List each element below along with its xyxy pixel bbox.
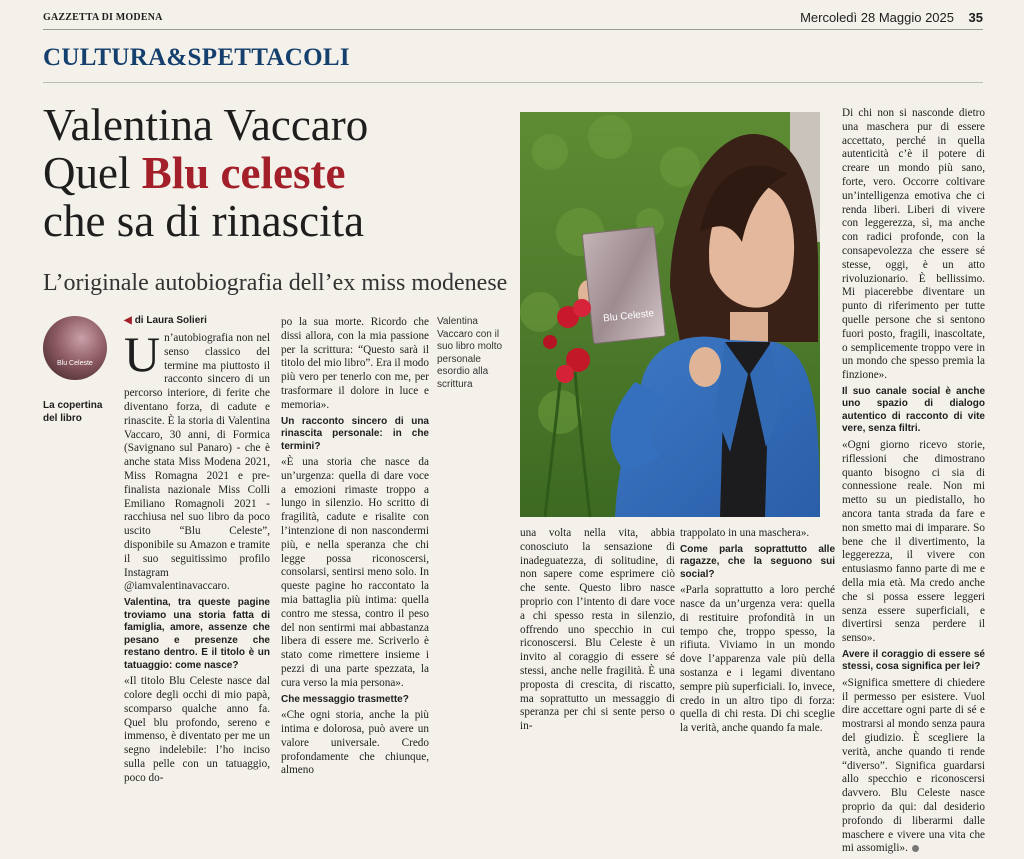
article-column-5 (680, 527, 835, 739)
headline-line-2 (43, 149, 513, 197)
article-column-2 (281, 316, 429, 781)
headline-line-3: che sa di rinascita (43, 196, 365, 246)
col4-paragraph-1: una volta nella vita, abbia conosciuto la sensazione di inadeguatezza, di solitudine, di non sapere come esprimere ciò che sente. Questo libro nasce proprio con l’intento di dare voce a chi spesso resta in silenzio, offrendo uno specchio in cui riconoscersi. Blu Celeste è un invito al coraggio di essere sé stessi, anche nelle fragilità. È una proposta di crescita, di riscatto, ma soprattutto un messaggio di speranza per chi si sente perso o in- (520, 527, 675, 733)
headline-line-2-pre: Quel (43, 148, 142, 198)
col5-paragraph-1: trappolato in una maschera». (680, 527, 810, 539)
headline (43, 101, 513, 245)
book-cover-thumbnail (43, 316, 107, 380)
end-of-article-icon (912, 845, 919, 852)
portrait-illustration (520, 112, 820, 517)
col6-paragraph-1: Di chi non si nasconde dietro una maschera pur di essere accettato, perché in quella autenticità c’è il potere di creare un mondo più sano, forte, vero. Occorre coltivare un’intelligenza emotiva che ci renda liberi. Liberi di vivere con leggerezza, sì, ma anche con radici profonde, con la consapevolezza che essere sé stesse, oggi, è un atto rivoluzionario. È bellissimo. Mi piacerebbe diventare un punto di riferimento per tutte quelle persone che si sentono fuori posto, fragili, inascoltate, o semplicemente troppo vere in un mondo che spesso premia la finzione». (842, 107, 985, 382)
col2-paragraph-1: po la sua morte. Ricordo che dissi allora, con la mia passione per la scrittura: “Questo sarà il titolo del mio libro”. Era il modo più vero per tenerlo con me, per trasformare il dolore in luce e memoria». (281, 316, 429, 411)
portrait-photo (520, 112, 820, 517)
section-title: CULTURA&SPETTACOLI (43, 44, 350, 71)
thumb-book-title: Blu Celeste (57, 360, 93, 367)
col2-question-1: Un racconto sincero di una rinascita personale: in che termini? (281, 415, 429, 452)
col5-question-1: Come parla soprattutto alle ragazze, che la seguono sui social? (680, 543, 835, 580)
article-column-4 (520, 527, 675, 737)
subheadline: L’originale autobiografia dell’ex miss modenese (43, 270, 508, 296)
photo-caption: Valentina Vaccaro con il suo libro molto personale esordio alla scrittura (437, 316, 503, 390)
issue-date: Mercoledì 28 Maggio 2025 (800, 10, 954, 25)
drop-cap: U (124, 326, 161, 382)
col6-paragraph-3: «Significa smettere di chiedere il permesso per esistere. Vuol dire accettare ogni parte di sé e mostrarsi al mondo senza paura del giudizio. È scegliere la verità, anche quando ti rende “diverso”. Significa guardarsi allo specchio e riconoscersi davvero. Blu Celeste nasce proprio da qui: dal desiderio profondo di liberarmi dalle maschere e vivere una vita che mi assomigli». (842, 676, 985, 855)
article-column-6 (842, 107, 985, 859)
col2-paragraph-2: «È una storia che nasce da un’urgenza: quella di dare voce a emozioni rimaste troppo a lungo in silenzio. Ho scritto di fragilità, cadute e risalite con l’intenzione di non nascondermi più, e nella speranza che chi legge possa riconoscersi, consolarsi, sentirsi meno solo. In queste pagine ho raccontato la mia battaglia più intima: quella contro me stessa, contro il peso del non sentirmi mai abbastanza libera di essere me. Scriverlo è stato come rimettere insieme i pezzi di una parte spezzata, la cura verso la mia persona». (281, 456, 429, 689)
col1-paragraph-1: n’autobiografia non nel senso classico del termine ma piuttosto il racconto sincero di un percorso interiore, di ferite che diventano forza, di cadute e rinascite. È la storia di Valentina Vaccaro, 30 anni, di Formica (Savignano sul Panaro) - che è anche stata Miss Modena 2021, Miss Romagna 2021 e pre-finalista nazionale Miss Colli Emiliano Romagnoli 2021 - racchiusa nel suo libro da poco uscito “Blu Celeste”, disponibile su Amazon e tramite il suo seguitissimo profilo Instagram @iamvalentinavaccaro. (124, 332, 270, 593)
byline (124, 315, 207, 326)
photo-book-title: Blu Celeste (602, 308, 655, 325)
section-rule (43, 82, 983, 83)
article-column-1 (124, 326, 270, 789)
col2-paragraph-3: «Che ogni storia, anche la più intima e dolorosa, può avere un valore universale. Credo profondamente che chiunque, almeno (281, 709, 429, 777)
col5-paragraph-2: «Parla soprattutto a loro perché nasce da un’urgenza vera: quella di restituire profondità in un tempo che, troppo spesso, la rifiuta. Viviamo in un mondo dove l’apparenza vale più della sostanza e i legami diventano sempre più superficiali. Io, invece, credo in un altro tipo di forza: quella di chi resta. Di chi sceglie la verità, anche quando fa male. (680, 584, 836, 735)
page-number: 35 (968, 10, 983, 25)
col1-paragraph-2: «Il titolo Blu Celeste nasce dal colore degli occhi di mio papà, scomparso qualche anno fa. Quel blu profondo, sereno e immenso, è diventato per me un segno indelebile: l’ho inciso sulla pelle con un tatuaggio, poco do- (124, 675, 270, 784)
headline-line-1: Valentina Vaccaro (43, 100, 369, 150)
col6-question-2: Avere il coraggio di essere sé stessi, cosa significa per lei? (842, 648, 985, 673)
masthead: GAZZETTA DI MODENA (43, 12, 163, 23)
top-rule (43, 29, 983, 30)
byline-triangle-icon: ◀ (124, 315, 132, 326)
col1-question-1: Valentina, tra queste pagine troviamo una storia fatta di famiglia, amore, assenze che pesano e presenze che restano dentro. E il titolo è un tatuaggio: come nasce? (124, 597, 270, 671)
col6-question-1: Il suo canale social è anche uno spazio di dialogo autentico di racconto di vite vere, senza filtri. (842, 385, 985, 435)
headline-accent: Blu celeste (141, 148, 346, 198)
col6-paragraph-2: «Ogni giorno ricevo storie, riflessioni che dimostrano quanto bisogno ci sia di connessione reale. Non mi metto su un piedistallo, ho ancora tanta strada da fare e non smetto mai di imparare. So bene che il divertimento, la leggerezza, il vivere con entusiasmo fanno parte di me e della mia età. Ma credo anche che si possa essere leggeri senza essere superficiali, e divertirsi senza perdere il senso». (842, 438, 985, 645)
col2-question-2: Che messaggio trasmette? (281, 693, 409, 705)
byline-author: di Laura Solieri (134, 315, 207, 326)
thumbnail-caption: La copertina del libro (43, 400, 103, 424)
